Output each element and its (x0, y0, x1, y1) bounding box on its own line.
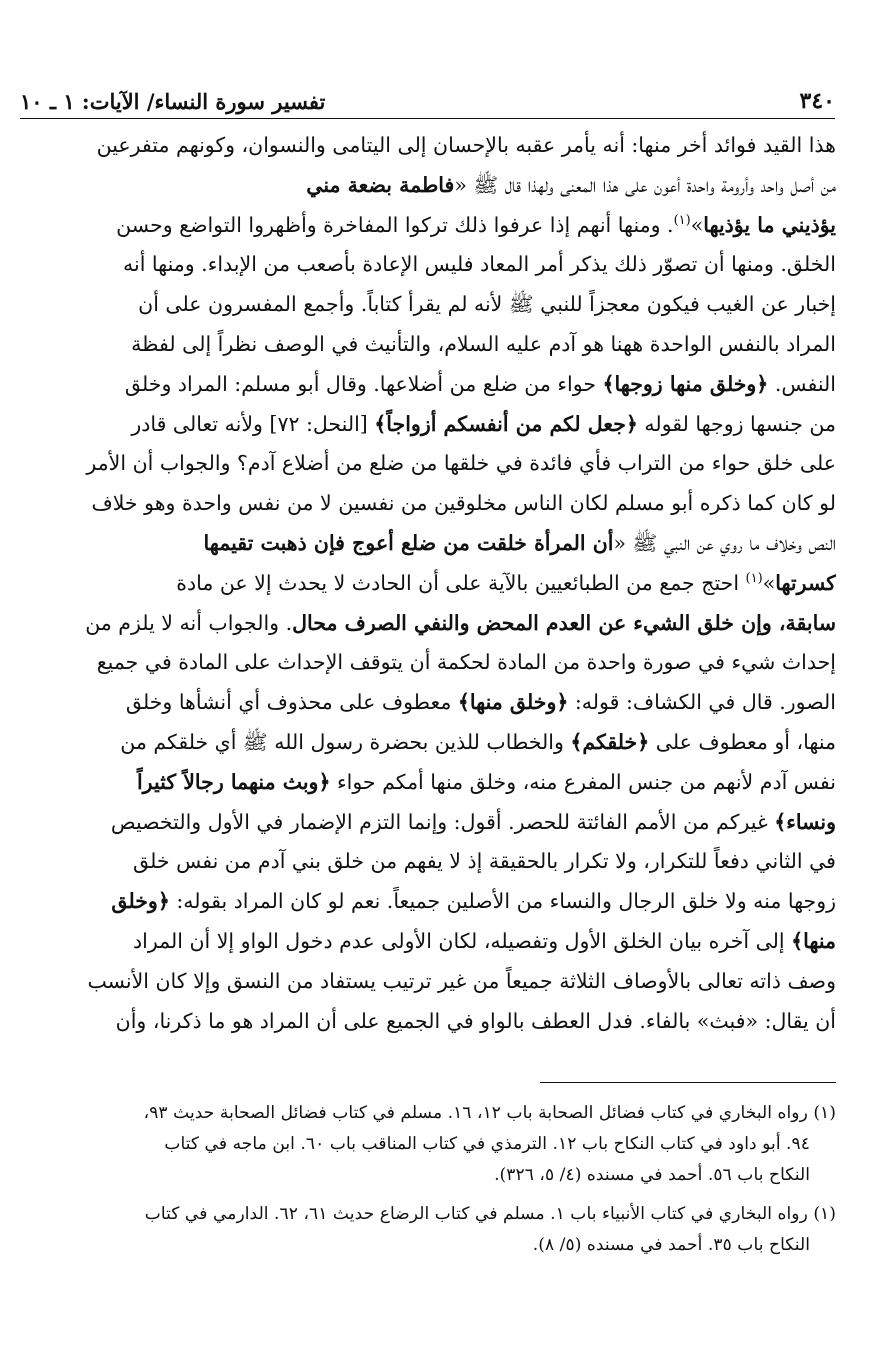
text-line: الخلق. ومنها أن تصوّر ذلك يذكر أمر المعاد فليس الإعادة بأصعب من الإبداء. ومنها أنه (123, 252, 836, 277)
footnotes (20, 1098, 836, 1261)
footnote-line: (١) رواه البخاري في كتاب الأنبياء باب ١. مسلم في كتاب الرضاع حديث ٦١، ٦٢. الدارمي في كتاب (144, 1204, 836, 1224)
hadith-quote: أن المرأة خلقت من ضلع أعوج فإن ذهبت تقيمها (203, 530, 614, 555)
bold-phrase: سابقة، وإن خلق الشيء عن العدم المحض والنفي الصرف محال (292, 610, 836, 635)
text-line: يؤذيني ما يؤذيها»$^{(١)}$. ومنها أنهم إذا عرفوا ذلك تركوا المفاخرة وأظهروا التواضع وحسن (116, 212, 836, 237)
text-line: إخبار عن الغيب فيكون معجزاً للنبي ﷺ لأنه لم يقرأ كتاباً. وأجمع المفسرون على أن (138, 292, 836, 317)
text-line: من أصل واحد وأرومة واحدة أعون على هذا المعنى ولهذا قال ﷺ «فاطمة بضعة مني (306, 172, 836, 197)
hadith-quote: كسرتها (775, 570, 836, 595)
footnote-ref: (١) (745, 570, 763, 586)
text-line: منها﴾ إلى آخره بيان الخلق الأول وتفصيله، لكان الأولى عدم دخول الواو إلا أن المراد (133, 928, 836, 953)
text-line: كسرتها»$^{(١)}$ احتج جمع من الطبائعيين بالآية على أن الحادث لا يحدث إلا عن مادة (176, 570, 836, 595)
hadith-quote: فاطمة بضعة مني (306, 172, 455, 197)
text-line: ونساء﴾ غيركم من الأمم الفائتة للحصر. أقول: وإنما التزم الإضمار في الأول والتخصيص (110, 809, 836, 834)
text-line: نفس آدم لأنهم من جنس المفرع منه، وخلق منها أمكم حواء ﴿وبث منهما رجالاً كثيراً (136, 769, 836, 794)
footnote-ref: (١) (673, 212, 691, 228)
hadith-quote: يؤذيني ما يؤذيها (703, 212, 836, 237)
text-line: منها، أو معطوف على ﴿خلقكم﴾ والخطاب للذين بحضرة رسول الله ﷺ أي خلقكم من (120, 729, 836, 754)
quran-quote: ﴿وخلق (111, 889, 170, 914)
quran-quote: ﴿خلقكم﴾ (570, 729, 650, 754)
text-line: زوجها منه ولا خلق الرجال والنساء من الأصلين جميعاً. نعم لو كان المراد بقوله: ﴿وخلق (111, 889, 836, 914)
text-line: الصور. قال في الكشاف: قوله: ﴿وخلق منها﴾ معطوف على محذوف أي أنشأها وخلق (125, 690, 836, 715)
footnote-line: النكاح باب ٥٦. أحمد في مسنده (٤/ ٥، ٣٢٦). (494, 1165, 810, 1185)
quran-quote: ﴿وخلق منها زوجها﴾ (602, 371, 769, 396)
body-text (20, 126, 836, 1041)
text-line: النفس. ﴿وخلق منها زوجها﴾ حواء من ضلع من أضلاعها. وقال أبو مسلم: المراد وخلق (124, 371, 836, 396)
text-line: هذا القيد فوائد أخر منها: أنه يأمر عقبه بالإحسان إلى اليتامى والنسوان، وكونهم متفرعين (96, 133, 836, 157)
quran-quote: ﴿وخلق منها﴾ (457, 690, 569, 715)
text-line: على خلق حواء من التراب فأي فائدة في خلقها من ضلع من أضلاع آدم؟ والجواب أن الأمر (86, 451, 836, 476)
text-line: لو كان كما ذكره أبو مسلم لكان الناس مخلوقين من نفسين لا من نفس واحدة وهو خلاف (91, 491, 836, 516)
quran-quote: ﴿جعل لكم من أنفسكم أزواجاً﴾ (374, 411, 638, 436)
quran-quote: ونساء﴾ (774, 809, 836, 834)
running-title: تفسير سورة النساء/ الآيات: ١ ـ ١٠ (20, 89, 326, 114)
text-line: النص وخلاف ما روي عن النبي ﷺ «أن المرأة خلقت من ضلع أعوج فإن ذهبت تقيمها (203, 530, 836, 555)
footnote-line: ٩٤. أبو داود في كتاب النكاح باب ١٢. الترمذي في كتاب المناقب باب ٦٠. ابن ماجه في كتاب (164, 1134, 810, 1154)
text-line: وصف ذاته تعالى بالأوصاف الثلاثة جميعاً من غير ترتيب يستفاد من النسق وإلا كان الأنسب (87, 968, 836, 993)
quran-quote: منها﴾ (791, 928, 836, 953)
text-line: سابقة، وإن خلق الشيء عن العدم المحض والنفي الصرف محال. والجواب أنه لا يلزم من (85, 610, 836, 635)
footnote-line: (١) رواه البخاري في كتاب فضائل الصحابة باب ١٢، ١٦. مسلم في كتاب فضائل الصحابة حديث ٩٣، (143, 1103, 836, 1123)
footnote-line: النكاح باب ٣٥. أحمد في مسنده (٥/ ٨). (532, 1235, 810, 1255)
page-header (20, 80, 835, 119)
text-line: المراد بالنفس الواحدة ههنا هو آدم عليه السلام، والتأنيث في الوصف نظراً إلى لفظة (131, 331, 836, 356)
text-line: إحداث شيء في صورة واحدة من المادة لحكمة أن يتوقف الإحداث على المادة في جميع (96, 650, 836, 675)
footnote-divider (540, 1082, 836, 1083)
quran-quote: ﴿وبث منهما رجالاً كثيراً (136, 769, 331, 794)
text-line: من جنسها زوجها لقوله ﴿جعل لكم من أنفسكم أزواجاً﴾ [النحل: ٧٢] ولأنه تعالى قادر (131, 411, 836, 436)
text-line: أن يقال: «فبث» بالفاء. فدل العطف بالواو في الجميع على أن المراد هو ما ذكرنا، وأن (115, 1008, 836, 1033)
text-line: في الثاني دفعاً للتكرار، ولا تكرار بالحقيقة إذ لا يفهم من خلق بني آدم من نفس خلق (133, 849, 836, 874)
page-number: ٣٤٠ (799, 88, 835, 114)
